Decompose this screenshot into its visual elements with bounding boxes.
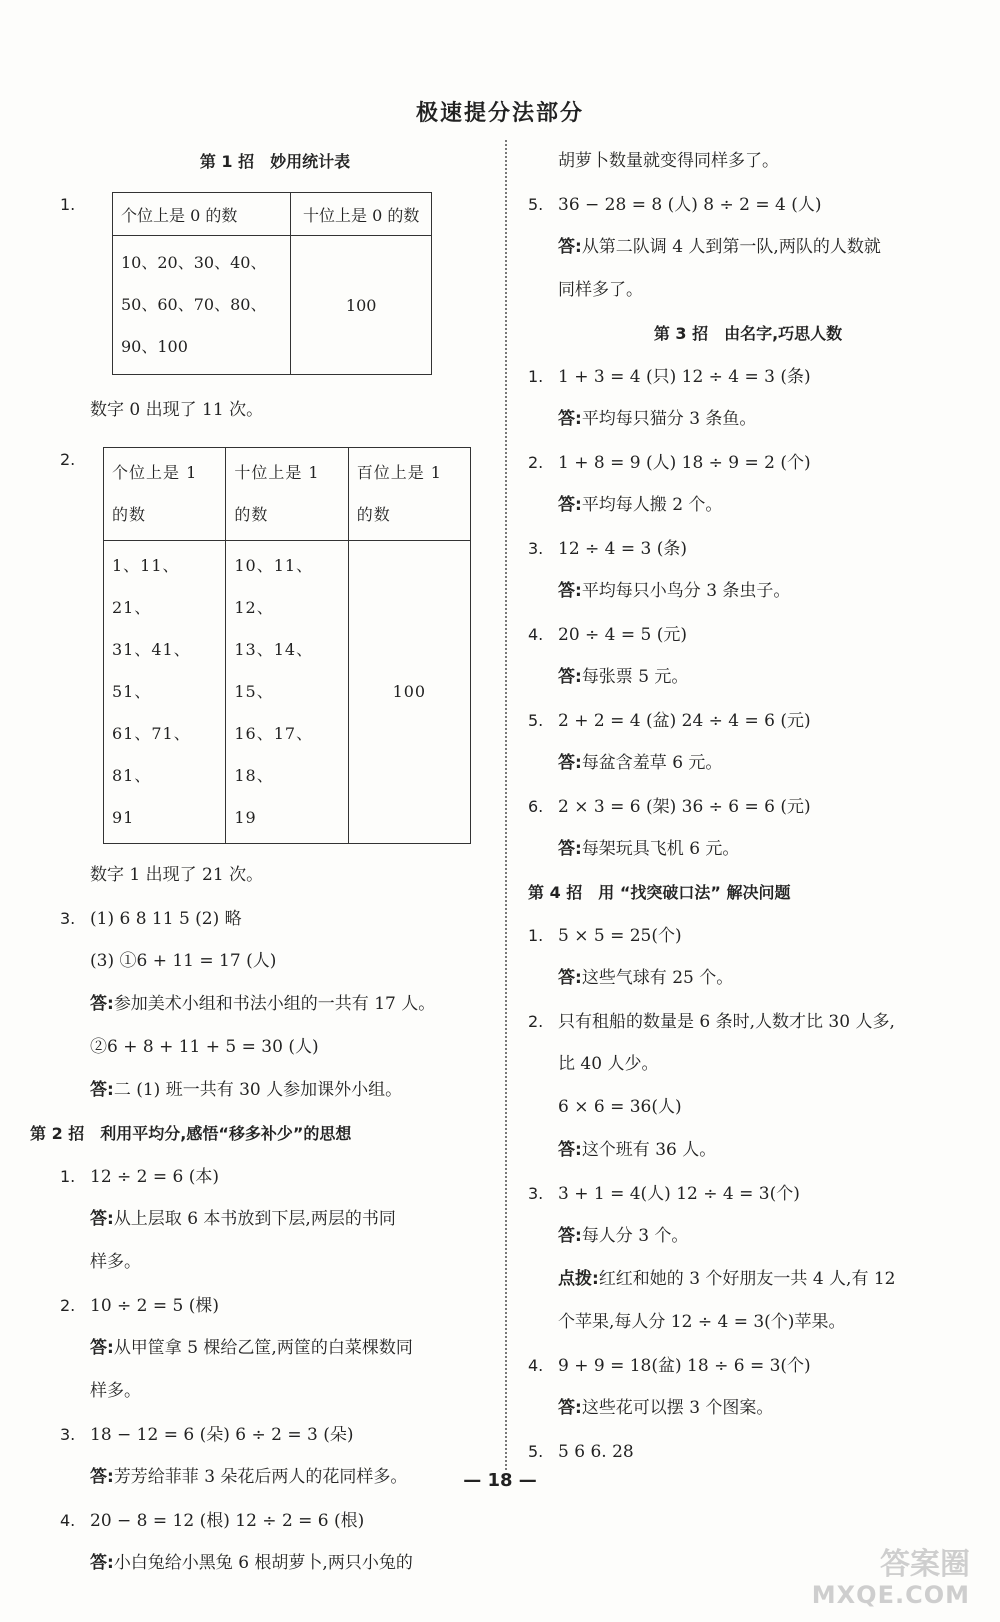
list-item: 4. 9 + 9 = 18(盆) 18 ÷ 6 = 3(个) bbox=[528, 1356, 811, 1376]
answer-line: 样多。 bbox=[90, 1252, 141, 1272]
answer-line: 答:每人分 3 个。 bbox=[558, 1226, 689, 1246]
page-title: 极速提分法部分 bbox=[415, 101, 584, 126]
answer-line: 答:这个班有 36 人。 bbox=[558, 1140, 717, 1160]
answer-line: 答:芳芳给菲菲 3 朵花后两人的花同样多。 bbox=[90, 1467, 408, 1487]
note-line: 数字 0 出现了 11 次。 bbox=[90, 400, 264, 420]
section-heading-1: 第 1 招 妙用统计表 bbox=[199, 152, 351, 171]
note-line: 数字 1 出现了 21 次。 bbox=[90, 865, 264, 885]
list-item: 1. 12 ÷ 2 = 6 (本) bbox=[60, 1167, 220, 1187]
table-cell: 100 bbox=[348, 541, 470, 844]
answer-line: 同样多了。 bbox=[558, 280, 643, 300]
answer-line: 答:每盆含羞草 6 元。 bbox=[558, 753, 723, 773]
answer-line: 样多。 bbox=[90, 1381, 141, 1401]
list-item: 3. 12 ÷ 4 = 3 (条) bbox=[528, 539, 688, 559]
table-header: 十位上是 1 的数 bbox=[226, 448, 348, 541]
left-column bbox=[30, 140, 490, 1585]
table-header: 个位上是 0 的数 bbox=[113, 193, 291, 236]
section-heading-2: 第 2 招 利用平均分,感悟“移多补少”的思想 bbox=[30, 1124, 352, 1143]
answer-line: 答:平均每只小鸟分 3 条虫子。 bbox=[558, 581, 791, 601]
list-item: 1. 1 + 3 = 4 (只) 12 ÷ 4 = 3 (条) bbox=[528, 367, 811, 387]
list-item: 5. 5 6 6. 28 bbox=[528, 1442, 634, 1462]
question-line: 比 40 人少。 bbox=[558, 1054, 659, 1074]
table-cell: 10、11、12、 13、14、15、 16、17、18、 19 bbox=[226, 541, 348, 844]
list-item: 2. 10 ÷ 2 = 5 (棵) bbox=[60, 1296, 220, 1316]
question-3-line: ②6 + 8 + 11 + 5 = 30 (人) bbox=[90, 1037, 319, 1057]
section-heading-3: 第 3 招 由名字,巧思人数 bbox=[653, 324, 843, 343]
table-one-digits bbox=[103, 447, 471, 844]
list-item: 2. 只有租船的数量是 6 条时,人数才比 30 人多, bbox=[528, 1012, 895, 1032]
watermark-logo: 答案圈 MXQE.COM bbox=[811, 1547, 970, 1609]
answer-line: 答:平均每人搬 2 个。 bbox=[558, 495, 723, 515]
section-heading-4: 第 4 招 用 “找突破口法” 解决问题 bbox=[528, 883, 791, 902]
answer-line: 答:这些气球有 25 个。 bbox=[558, 968, 734, 988]
list-item: 5. 36 − 28 = 8 (人) 8 ÷ 2 = 4 (人) bbox=[528, 195, 822, 215]
tip-line: 个苹果,每人分 12 ÷ 4 = 3(个)苹果。 bbox=[558, 1312, 846, 1332]
question-3-line: (3) ①6 + 11 = 17 (人) bbox=[90, 951, 277, 971]
list-item: 1. 5 × 5 = 25(个) bbox=[528, 926, 682, 946]
list-item: 2. 1 + 8 = 9 (人) 18 ÷ 9 = 2 (个) bbox=[528, 453, 811, 473]
list-item: 3. 18 − 12 = 6 (朵) 6 ÷ 2 = 3 (朵) bbox=[60, 1425, 354, 1445]
list-item: 4. 20 ÷ 4 = 5 (元) bbox=[528, 625, 688, 645]
table-cell: 10、20、30、40、 50、60、70、80、 90、100 bbox=[113, 236, 291, 375]
table-header: 百位上是 1 的数 bbox=[348, 448, 470, 541]
answer-line: 答:参加美术小组和书法小组的一共有 17 人。 bbox=[90, 994, 436, 1014]
page-number: — 18 — bbox=[463, 1470, 537, 1491]
answer-line: 答:这些花可以摆 3 个图案。 bbox=[558, 1398, 774, 1418]
question-3-line: 3. (1) 6 8 11 5 (2) 略 bbox=[60, 909, 242, 929]
question-1-number: 1. bbox=[60, 195, 76, 214]
column-divider bbox=[505, 140, 507, 1470]
question-2-number: 2. bbox=[60, 450, 76, 469]
answer-line: 答:平均每只猫分 3 条鱼。 bbox=[558, 409, 757, 429]
table-cell: 100 bbox=[291, 236, 432, 375]
answer-line: 答:从上层取 6 本书放到下层,两层的书同 bbox=[90, 1209, 396, 1229]
answer-line: 答:小白兔给小黑兔 6 根胡萝卜,两只小兔的 bbox=[90, 1553, 413, 1573]
answer-line: 答:从甲筐拿 5 棵给乙筐,两筐的白菜棵数同 bbox=[90, 1338, 413, 1358]
answer-line: 答:每张票 5 元。 bbox=[558, 667, 689, 687]
table-header: 个位上是 1 的数 bbox=[104, 448, 226, 541]
tip-line: 点拨:红红和她的 3 个好朋友一共 4 人,有 12 bbox=[558, 1269, 896, 1289]
answer-line: 答:二 (1) 班一共有 30 人参加课外小组。 bbox=[90, 1080, 403, 1100]
list-item: 3. 3 + 1 = 4(人) 12 ÷ 4 = 3(个) bbox=[528, 1184, 800, 1204]
list-item: 6. 2 × 3 = 6 (架) 36 ÷ 6 = 6 (元) bbox=[528, 797, 811, 817]
answer-line: 答:从第二队调 4 人到第一队,两队的人数就 bbox=[558, 237, 881, 257]
list-item: 5. 2 + 2 = 4 (盆) 24 ÷ 4 = 6 (元) bbox=[528, 711, 811, 731]
answer-line: 答:每架玩具飞机 6 元。 bbox=[558, 839, 740, 859]
right-column bbox=[528, 140, 968, 1473]
equation-line: 6 × 6 = 36(人) bbox=[558, 1097, 682, 1117]
table-header: 十位上是 0 的数 bbox=[291, 193, 432, 236]
table-cell: 1、11、21、 31、41、51、 61、71、81、 91 bbox=[104, 541, 226, 844]
continuation-line: 胡萝卜数量就变得同样多了。 bbox=[558, 151, 779, 171]
list-item: 4. 20 − 8 = 12 (根) 12 ÷ 2 = 6 (根) bbox=[60, 1511, 365, 1531]
